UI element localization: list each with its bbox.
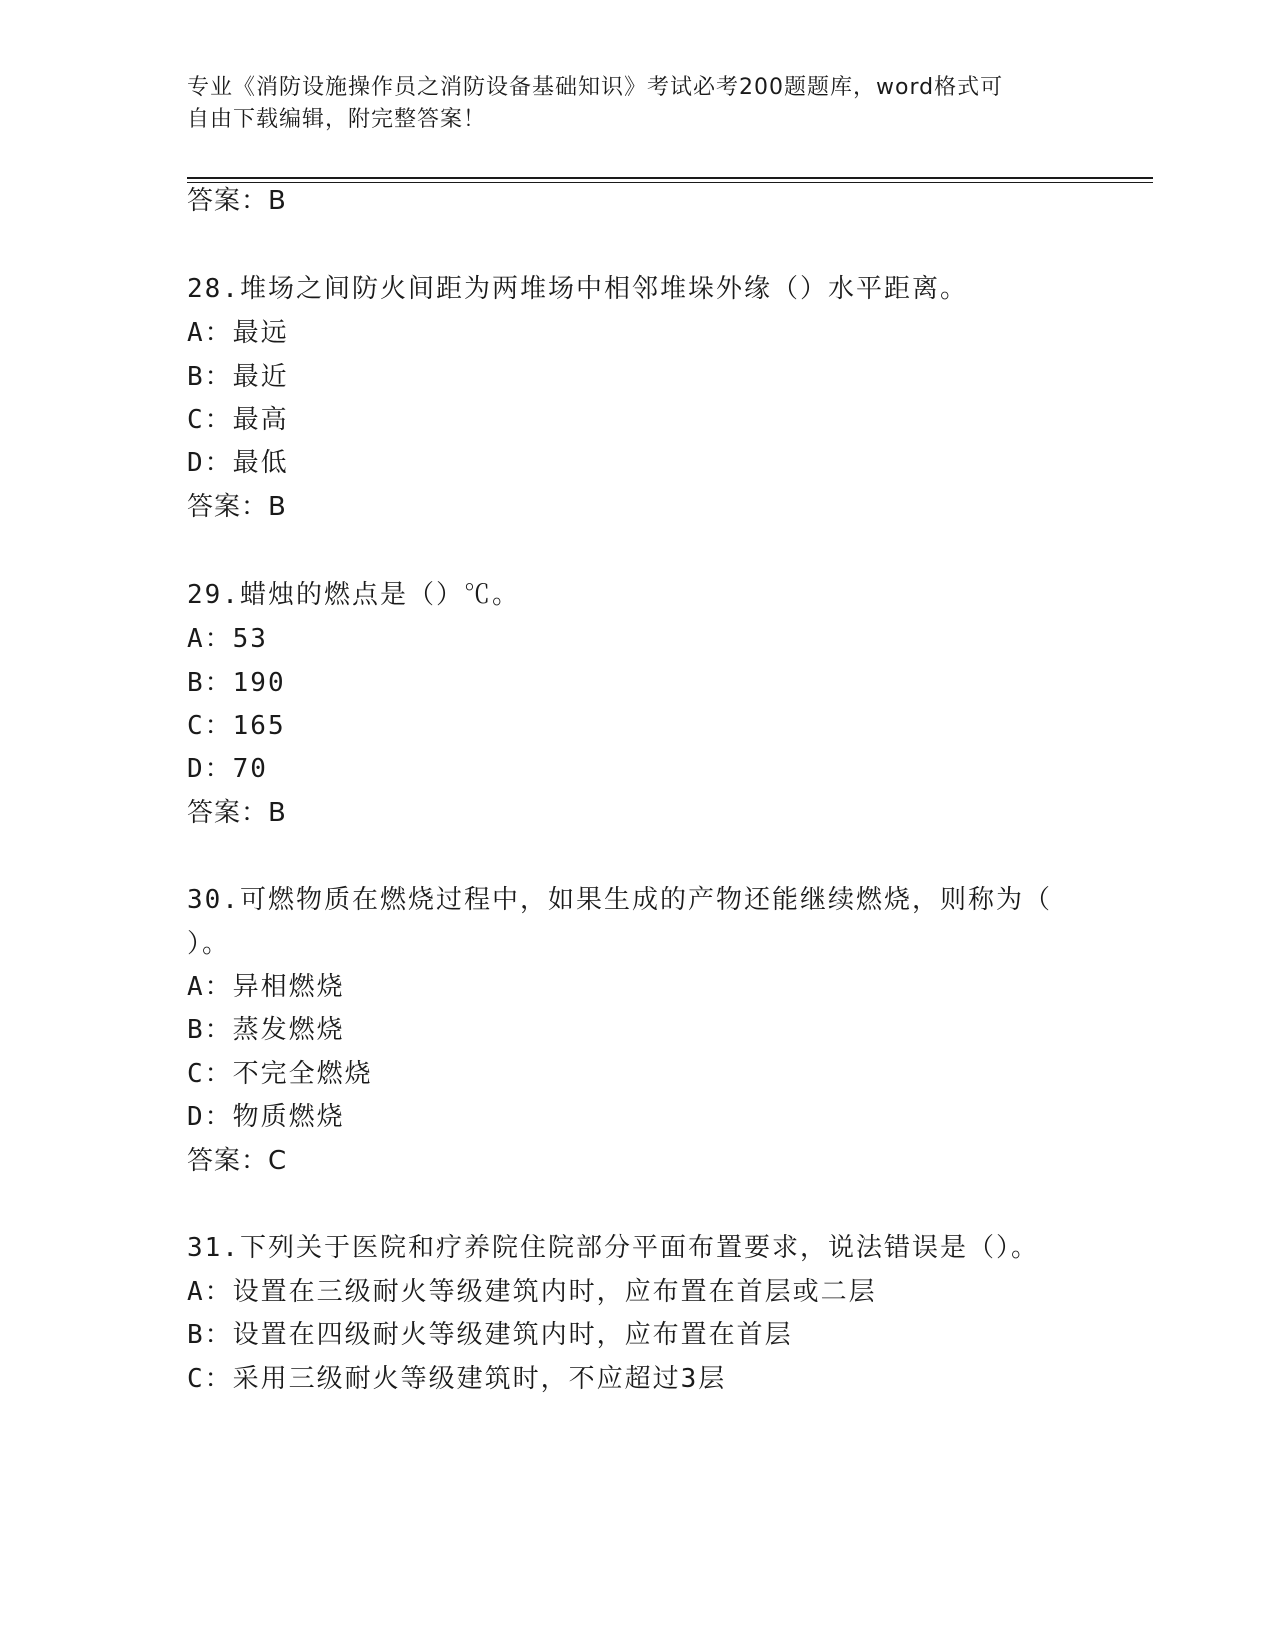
question-28-option-d: D：最低 (187, 448, 289, 478)
question-30-answer: 答案：C (187, 1146, 288, 1176)
previous-answer: 答案：B (187, 186, 287, 216)
question-29-option-c: C：165 (187, 711, 286, 741)
header-line-1: 专业《消防设施操作员之消防设备基础知识》考试必考200题题库，word格式可 (187, 75, 1004, 100)
question-30-option-d: D：物质燃烧 (187, 1102, 345, 1132)
question-31-option-c: C：采用三级耐火等级建筑时，不应超过3层 (187, 1364, 727, 1394)
question-31-option-b: B：设置在四级耐火等级建筑内时，应布置在首层 (187, 1320, 793, 1350)
question-28-option-c: C：最高 (187, 405, 289, 435)
question-29-option-a: A：53 (187, 624, 268, 654)
header-divider (187, 177, 1153, 179)
header-line-2: 自由下载编辑，附完整答案！ (187, 107, 487, 132)
header-divider-thin (187, 182, 1153, 183)
question-29-option-d: D：70 (187, 754, 268, 784)
question-30-stem-line-1: 30.可燃物质在燃烧过程中，如果生成的产物还能继续燃烧，则称为（ (187, 885, 1052, 915)
question-30-option-a: A：异相燃烧 (187, 972, 345, 1002)
question-28-option-b: B：最近 (187, 362, 289, 392)
document-header (187, 72, 1067, 136)
question-31-option-a: A：设置在三级耐火等级建筑内时，应布置在首层或二层 (187, 1277, 877, 1307)
question-28-option-a: A：最远 (187, 318, 289, 348)
question-30-option-b: B：蒸发燃烧 (187, 1015, 345, 1045)
question-29-answer: 答案：B (187, 798, 287, 828)
question-28-answer: 答案：B (187, 492, 287, 522)
question-30-option-c: C：不完全燃烧 (187, 1059, 373, 1089)
question-31-stem: 31.下列关于医院和疗养院住院部分平面布置要求，说法错误是（）。 (187, 1233, 1039, 1263)
question-29-option-b: B：190 (187, 668, 286, 698)
question-29-stem: 29.蜡烛的燃点是（）℃。 (187, 580, 520, 610)
question-30-stem-line-2: ）。 (187, 929, 231, 959)
question-28-stem: 28.堆场之间防火间距为两堆场中相邻堆垛外缘（）水平距离。 (187, 274, 968, 304)
